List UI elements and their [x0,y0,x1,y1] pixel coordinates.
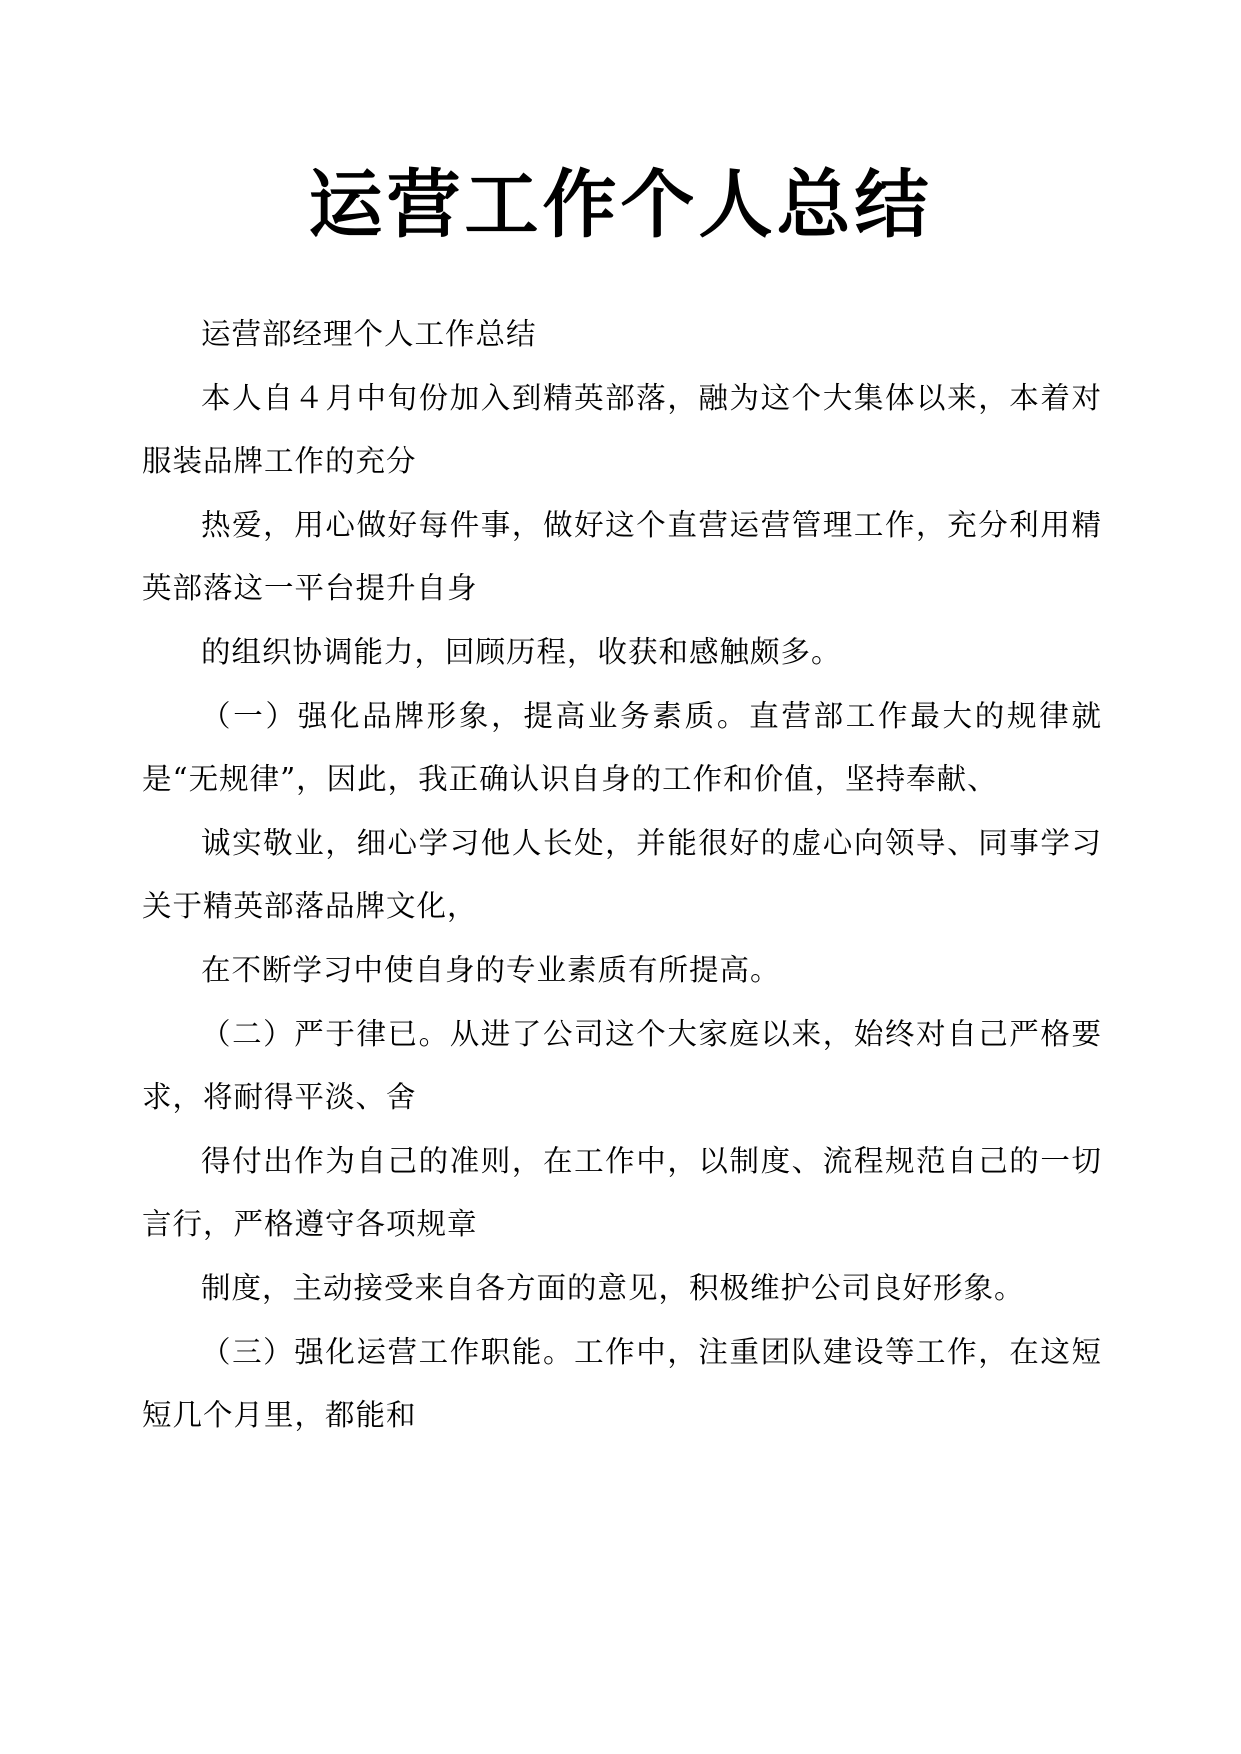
paragraph: （二）严于律已。从进了公司这个大家庭以来，始终对自己严格要求，将耐得平淡、舍 [142,1016,1102,1115]
paragraph: 的组织协调能力，回顾历程，收获和感触颇多。 [201,634,842,669]
paragraph: 热爱，用心做好每件事，做好这个直营运营管理工作，充分利用精英部落这一平台提升自身 [142,507,1102,606]
paragraph: 在不断学习中使自身的专业素质有所提高。 [201,952,781,987]
paragraph: （三）强化运营工作职能。工作中，注重团队建设等工作，在这短短几个月里，都能和 [142,1334,1102,1433]
paragraph: 本人自４月中旬份加入到精英部落，融为这个大集体以来，本着对服装品牌工作的充分 [142,380,1102,479]
document-title: 运营工作个人总结 [308,162,933,248]
paragraph: 诚实敬业，细心学习他人长处，并能很好的虚心向领导、同事学习关于精英部落品牌文化， [142,825,1102,924]
paragraph: 得付出作为自己的准则，在工作中，以制度、流程规范自己的一切言行，严格遵守各项规章 [142,1143,1102,1242]
paragraph: （一）强化品牌形象，提高业务素质。直营部工作最大的规律就是“无规律”，因此，我正确认识自身的工作和价值，坚持奉献、 [142,698,1102,797]
paragraph: 运营部经理个人工作总结 [201,317,537,351]
paragraph: 制度，主动接受来自各方面的意见，积极维护公司良好形象。 [201,1270,1025,1305]
document-body [142,303,1102,1448]
